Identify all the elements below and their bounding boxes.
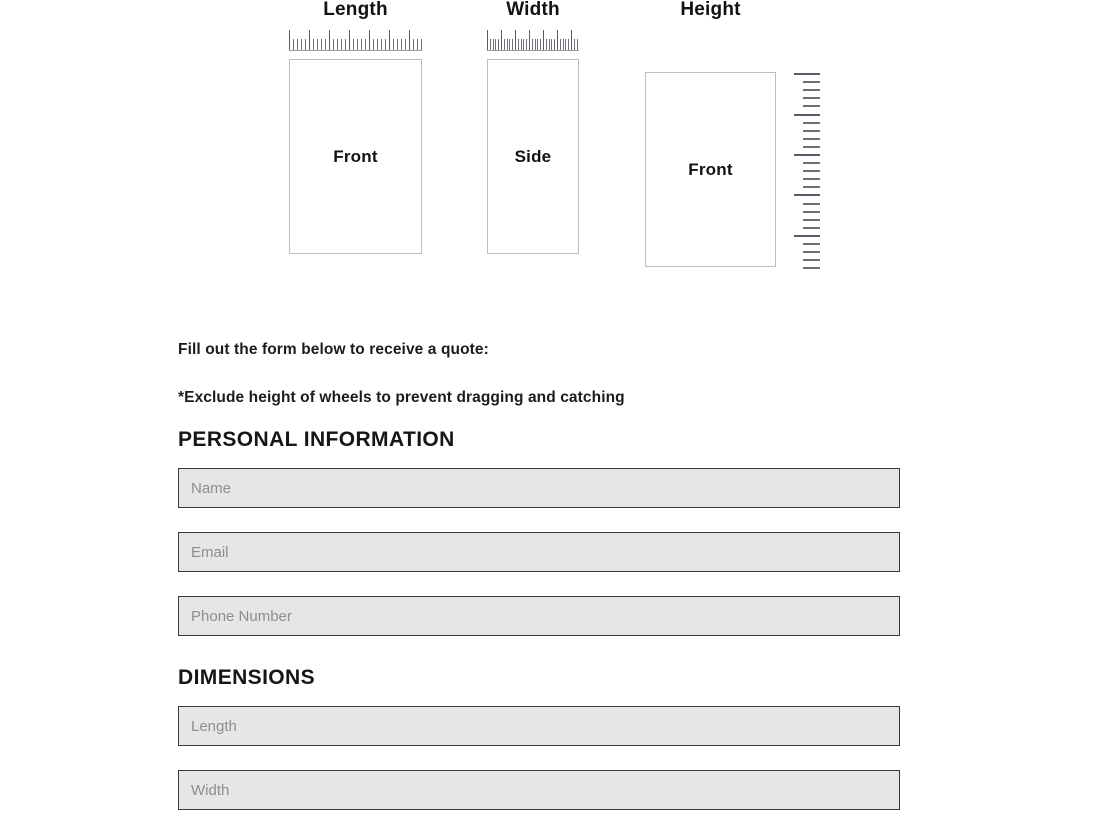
diagram-group-height <box>645 0 820 267</box>
length-front-box <box>289 59 422 254</box>
width-side-box <box>487 59 579 254</box>
width-label: Width <box>506 0 560 20</box>
diagram-group-width <box>487 0 579 254</box>
email-input[interactable] <box>178 532 900 572</box>
section-heading-dimensions: DIMENSIONS <box>178 666 316 690</box>
dimension-diagram <box>0 0 1100 300</box>
height-box-label: Front <box>688 159 733 179</box>
length-horizontal-ruler <box>289 29 422 51</box>
length-label: Length <box>323 0 388 20</box>
name-input[interactable] <box>178 468 900 508</box>
width-input[interactable] <box>178 770 900 810</box>
diagram-group-length <box>289 0 422 254</box>
form-note-text: *Exclude height of wheels to prevent dragging and catching <box>178 389 625 407</box>
length-box-label: Front <box>333 146 378 166</box>
height-front-box <box>645 72 776 267</box>
height-label: Height <box>680 0 741 20</box>
phone-number-input[interactable] <box>178 596 900 636</box>
width-horizontal-ruler <box>487 29 579 51</box>
length-input[interactable] <box>178 706 900 746</box>
section-heading-personal-information: PERSONAL INFORMATION <box>178 428 455 452</box>
form-intro-text: Fill out the form below to receive a quote: <box>178 341 489 358</box>
height-vertical-ruler <box>790 73 820 276</box>
width-box-label: Side <box>514 146 552 166</box>
quote-form <box>178 340 900 810</box>
